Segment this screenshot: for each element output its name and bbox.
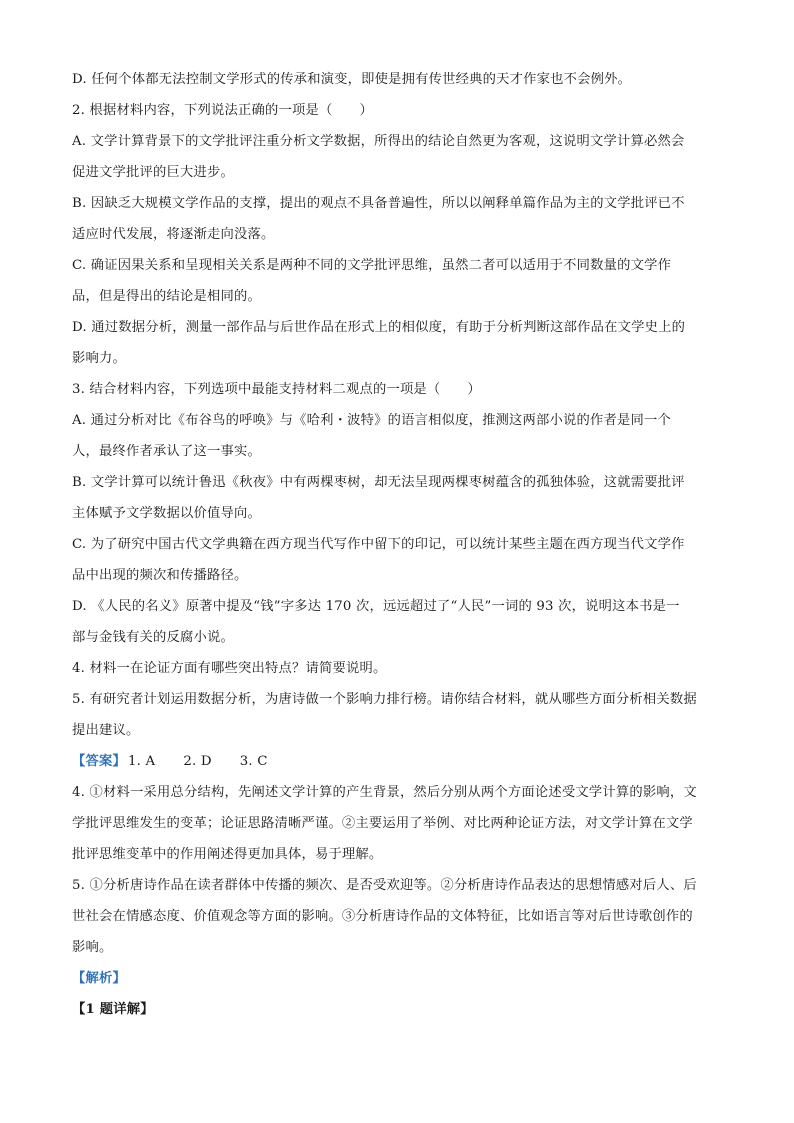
q2-option-d-line1: D. 通过数据分析，测量一部作品与后世作品在形式上的相似度，有助于分析判断这部作品在文学史上的 <box>72 320 686 335</box>
q3-option-a-line2: 人，最终作者承认了这一事实。 <box>72 444 261 459</box>
q2-option-c-line1: C. 确证因果关系和呈现相关关系是两种不同的文学批评思维，虽然二者可以适用于不同数量的文学作 <box>72 258 672 273</box>
q5-stem-line1: 5. 有研究者计划运用数据分析，为唐诗做一个影响力排行榜。请你结合材料，就从哪些方面分析相关数据 <box>72 692 697 707</box>
q4-answer-line1: 4. ①材料一采用总分结构，先阐述文学计算的产生背景，然后分别从两个方面论述受文学计算的影响，文 <box>72 785 697 800</box>
analysis-heading: 【解析】 <box>72 971 126 986</box>
q5-answer-line2: 世社会在情感态度、价值观念等方面的影响。③分析唐诗作品的文体特征，比如语言等对后世诗歌创作的 <box>72 909 693 924</box>
q5-answer-line1: 5. ①分析唐诗作品在读者群体中传播的频次、是否受欢迎等。②分析唐诗作品表达的思想情感对后人、后 <box>72 878 697 893</box>
answer-item-2: 2. D <box>183 754 212 769</box>
q4-answer-line3: 批评思维变革中的作用阐述得更加具体，易于理解。 <box>72 847 383 862</box>
q3-option-c-line2: 品中出现的频次和传播路径。 <box>72 568 248 583</box>
q4-answer-line2: 学批评思维发生的变革；论证思路清晰严谨。②主要运用了举例、对比两种论证方法，对文学计算在文学 <box>72 816 693 831</box>
answer-item-1: 1. A <box>128 754 156 769</box>
q1-detail-heading: 【1 题详解】 <box>72 1002 154 1017</box>
q2-option-b-line2: 适应时代发展，将逐渐走向没落。 <box>72 227 275 242</box>
q3-option-a-line1: A. 通过分析对比《布谷鸟的呼唤》与《哈利・波特》的语言相似度，推测这两部小说的作者是同一个 <box>72 413 672 428</box>
q4-stem: 4. 材料一在论证方面有哪些突出特点？请简要说明。 <box>72 661 387 676</box>
q5-answer-line3: 影响。 <box>72 940 113 955</box>
q3-stem: 3. 结合材料内容，下列选项中最能支持材料二观点的一项是（ ） <box>72 382 481 397</box>
q2-option-d-line2: 影响力。 <box>72 351 126 366</box>
answer-item-3: 3. C <box>239 754 268 769</box>
q3-option-c-line1: C. 为了研究中国古代文学典籍在西方现当代写作中留下的印记，可以统计某些主题在西方现当代文学作 <box>72 537 685 552</box>
q5-stem-line2: 提出建议。 <box>72 723 140 738</box>
document-page <box>72 64 732 1025</box>
q2-option-a-line1: A. 文学计算背景下的文学批评注重分析文学数据，所得出的结论自然更为客观，这说明文学计算必然会 <box>72 134 685 149</box>
q3-option-d-line2: 部与金钱有关的反腐小说。 <box>72 630 234 645</box>
q3-option-d-line1: D. 《人民的名义》原著中提及“钱”字多达 170 次，远远超过了“人民”一词的 93 次，说明这本书是一 <box>72 599 680 614</box>
q3-option-b-line2: 主体赋予文学数据以价值导向。 <box>72 506 261 521</box>
q3-option-b-line1: B. 文学计算可以统计鲁迅《秋夜》中有两棵枣树，却无法呈现两棵枣树蕴含的孤独体验，这就需要批评 <box>72 475 685 490</box>
answer-tag: 【答案】 <box>72 754 126 769</box>
q1-option-d: D. 任何个体都无法控制文学形式的传承和演变，即使是拥有传世经典的天才作家也不会例外。 <box>72 72 632 87</box>
q2-option-b-line1: B. 因缺乏大规模文学作品的支撑，提出的观点不具备普遍性，所以以阐释单篇作品为主的文学批评已不 <box>72 196 685 211</box>
answer-row <box>72 746 732 777</box>
q2-option-c-line2: 品，但是得出的结论是相同的。 <box>72 289 261 304</box>
q2-stem: 2. 根据材料内容，下列说法正确的一项是（ ） <box>72 103 373 118</box>
q2-option-a-line2: 促进文学批评的巨大进步。 <box>72 165 234 180</box>
